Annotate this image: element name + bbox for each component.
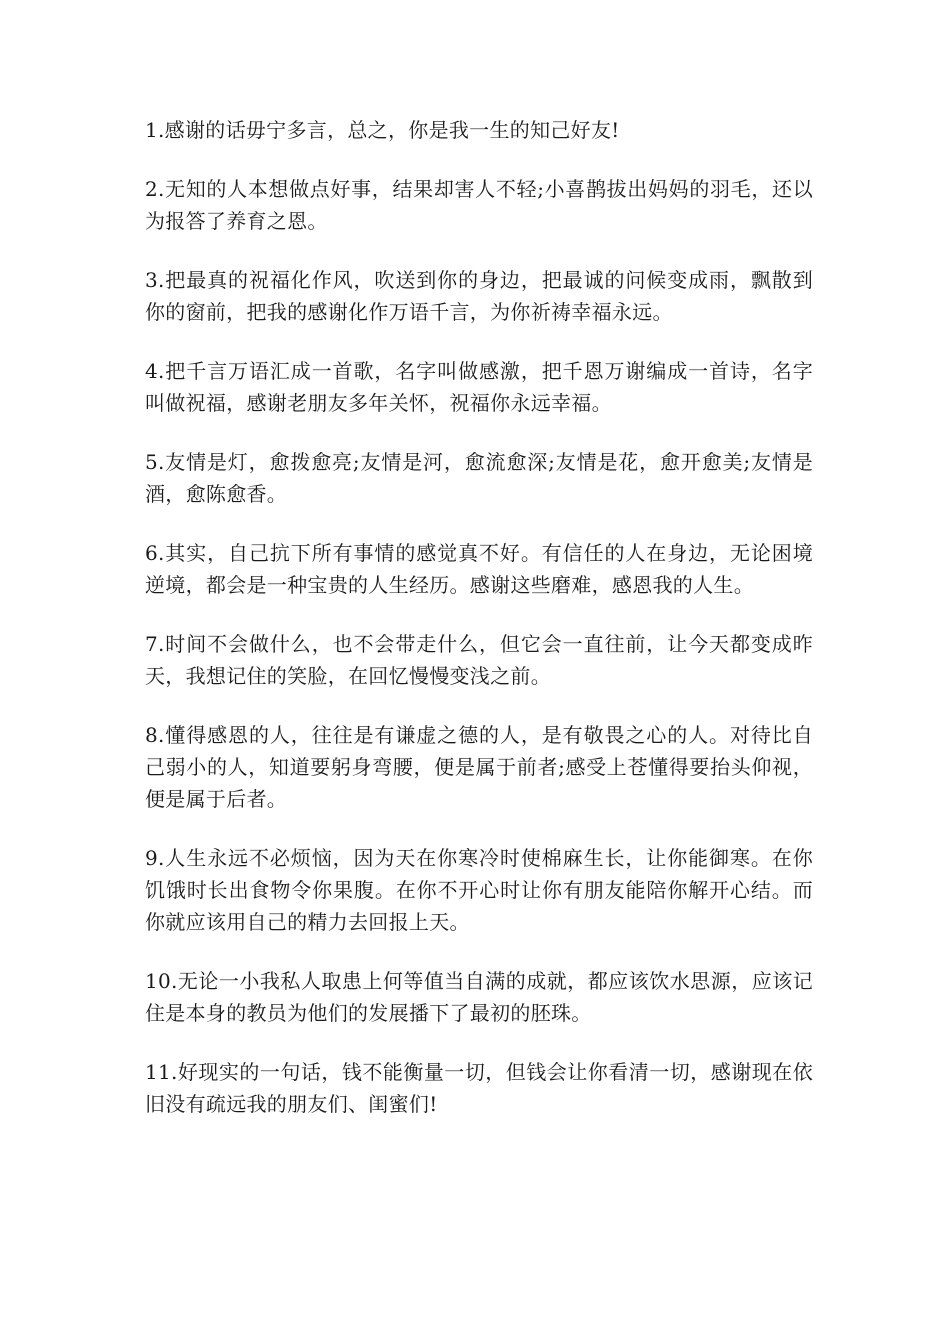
paragraph-1: 1.感谢的话毋宁多言，总之，你是我一生的知己好友!: [145, 118, 620, 142]
paragraph-7: 7.时间不会做什么，也不会带走什么，但它会一直往前，让今天都变成昨天，我想记住的笑脸，在回忆慢慢变浅之前。: [145, 632, 813, 688]
paragraph-11: 11.好现实的一句话，钱不能衡量一切，但钱会让你看清一切，感谢现在依旧没有疏远我的朋友们、闺蜜们!: [145, 1060, 813, 1116]
paragraph-2: 2.无知的人本想做点好事，结果却害人不轻;小喜鹊拔出妈妈的羽毛，还以为报答了养育之恩。: [145, 177, 813, 233]
paragraph-4: 4.把千言万语汇成一首歌，名字叫做感激，把千恩万谢编成一首诗，名字叫做祝福，感谢老朋友多年关怀，祝福你永远幸福。: [145, 359, 813, 415]
paragraph-3: 3.把最真的祝福化作风，吹送到你的身边，把最诚的问候变成雨，飘散到你的窗前，把我的感谢化作万语千言，为你祈祷幸福永远。: [145, 268, 813, 324]
paragraph-8: 8.懂得感恩的人，往往是有谦虚之德的人，是有敬畏之心的人。对待比自己弱小的人，知道要躬身弯腰，便是属于前者;感受上苍懂得要抬头仰视，便是属于后者。: [145, 723, 813, 811]
paragraph-5: 5.友情是灯，愈拨愈亮;友情是河，愈流愈深;友情是花，愈开愈美;友情是酒，愈陈愈香。: [145, 450, 813, 506]
paragraph-9: 9.人生永远不必烦恼，因为天在你寒冷时使棉麻生长，让你能御寒。在你饥饿时长出食物令你果腹。在你不开心时让你有朋友能陪你解开心结。而你就应该用自己的精力去回报上天。: [145, 846, 813, 934]
paragraph-6: 6.其实，自己抗下所有事情的感觉真不好。有信任的人在身边，无论困境逆境，都会是一种宝贵的人生经历。感谢这些磨难，感恩我的人生。: [145, 541, 813, 597]
paragraph-10: 10.无论一小我私人取患上何等值当自满的成就，都应该饮水思源，应该记住是本身的教员为他们的发展播下了最初的胚珠。: [145, 969, 813, 1025]
document-body: [145, 114, 813, 1147]
